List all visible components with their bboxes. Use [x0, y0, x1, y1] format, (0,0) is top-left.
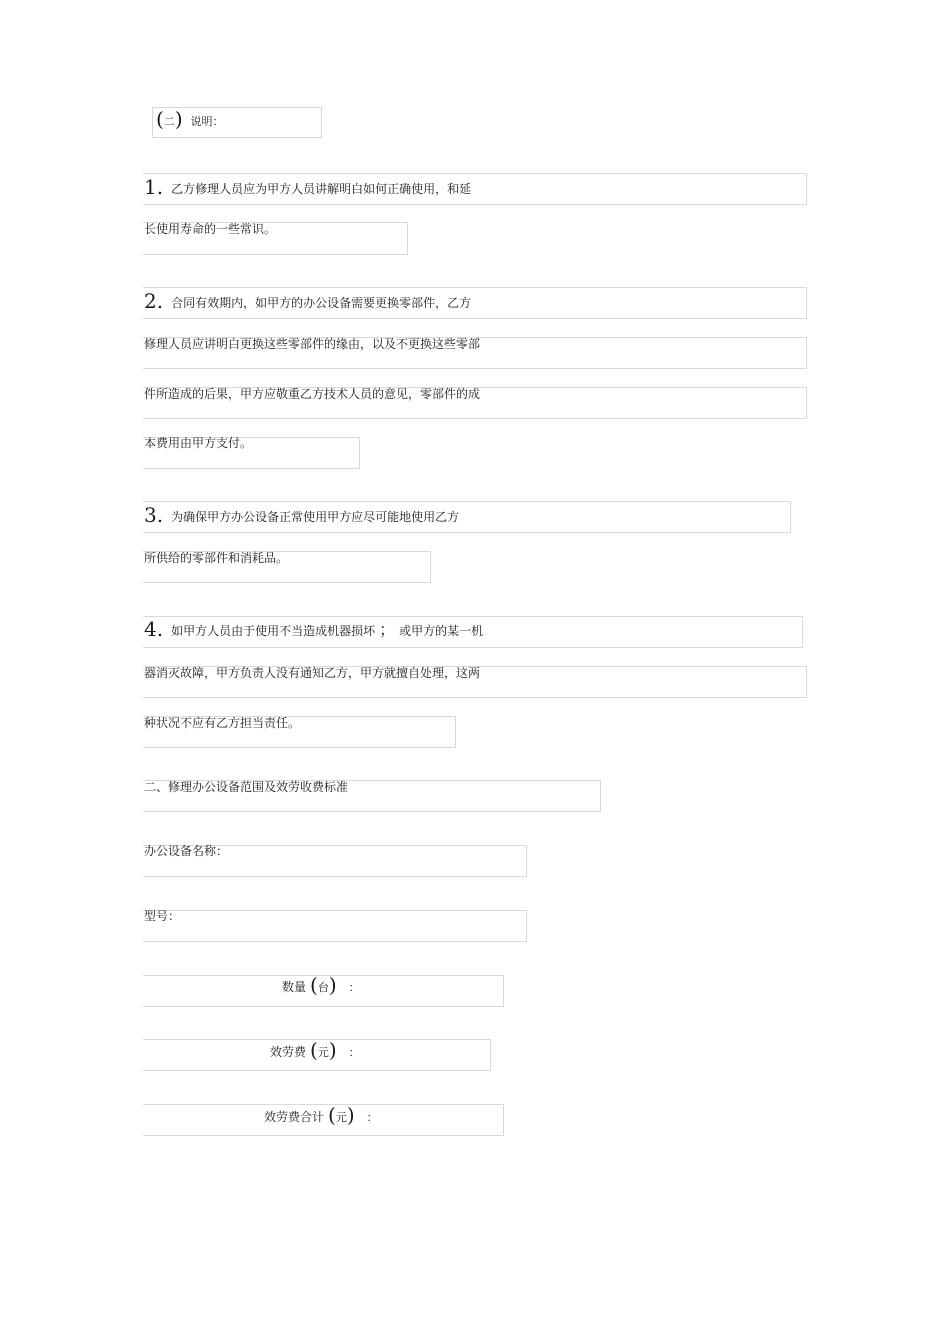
section-label: 说明： [190, 115, 224, 128]
item4-text-1b: 或甲方的某一机 [399, 624, 484, 638]
item4-text-2: 器消灭故障，甲方负责人没有通知乙方，甲方就擅自处理，这两 [144, 666, 481, 680]
item2-text-2: 修理人员应讲明白更换这些零部件的缘由，以及不更换这些零部 [144, 337, 481, 351]
item1-number: 1. [144, 175, 164, 199]
paren-close: ) [174, 107, 183, 131]
section2-title: 二、修理办公设备范围及效劳收费标准 [144, 780, 349, 794]
service-fee-label: 效劳费 (元) ： [270, 1038, 360, 1062]
service-fee-unit: 元 [317, 1046, 329, 1059]
service-fee-text: 效劳费 [270, 1045, 307, 1059]
service-fee-total-colon: ： [366, 1111, 378, 1124]
item4-line1 [144, 617, 484, 641]
item4-text-3: 种状况不应有乙方担当责任。 [144, 716, 301, 730]
model-box [143, 910, 527, 942]
item3-text-2: 所供给的零部件和消耗品。 [144, 551, 289, 565]
service-fee-colon: ： [348, 1046, 360, 1059]
device-name-label: 办公设备名称： [144, 844, 229, 858]
item3-number: 3. [144, 503, 164, 527]
item4-number: 4. [144, 617, 164, 641]
item2-number: 2. [144, 289, 164, 313]
section-number: 二 [163, 115, 175, 128]
item1-text-1: 乙方修理人员应为甲方人员讲解明白如何正确使用，和延 [171, 182, 472, 196]
item4-text-1a: 如甲方人员由于使用不当造成机器损坏 [171, 624, 376, 638]
item3-text-1: 为确保甲方办公设备正常使用甲方应尽可能地使用乙方 [171, 510, 460, 524]
section-header [156, 107, 224, 131]
item2-text-1: 合同有效期内，如甲方的办公设备需要更换零部件，乙方 [171, 296, 472, 310]
item1-line1 [144, 175, 472, 199]
quantity-label: 数量 (台) ： [282, 973, 360, 997]
item2-text-3: 件所造成的后果，甲方应敬重乙方技术人员的意见，零部件的成 [144, 387, 481, 401]
quantity-unit: 台 [317, 981, 329, 994]
service-fee-total-unit: 元 [335, 1111, 347, 1124]
model-label: 型号： [144, 909, 181, 923]
quantity-colon: ： [348, 981, 360, 994]
quantity-text: 数量 [282, 980, 307, 994]
item2-line1 [144, 289, 472, 313]
item1-text-2: 长使用寿命的一些常识。 [144, 222, 277, 236]
paren-open: ( [156, 107, 164, 131]
item4-semicolon: ； [379, 620, 396, 639]
item3-line1 [144, 503, 460, 527]
service-fee-total-text: 效劳费合计 [264, 1110, 325, 1124]
item2-text-4: 本费用由甲方支付。 [144, 436, 253, 450]
service-fee-total-label: 效劳费合计 (元) ： [264, 1103, 378, 1127]
